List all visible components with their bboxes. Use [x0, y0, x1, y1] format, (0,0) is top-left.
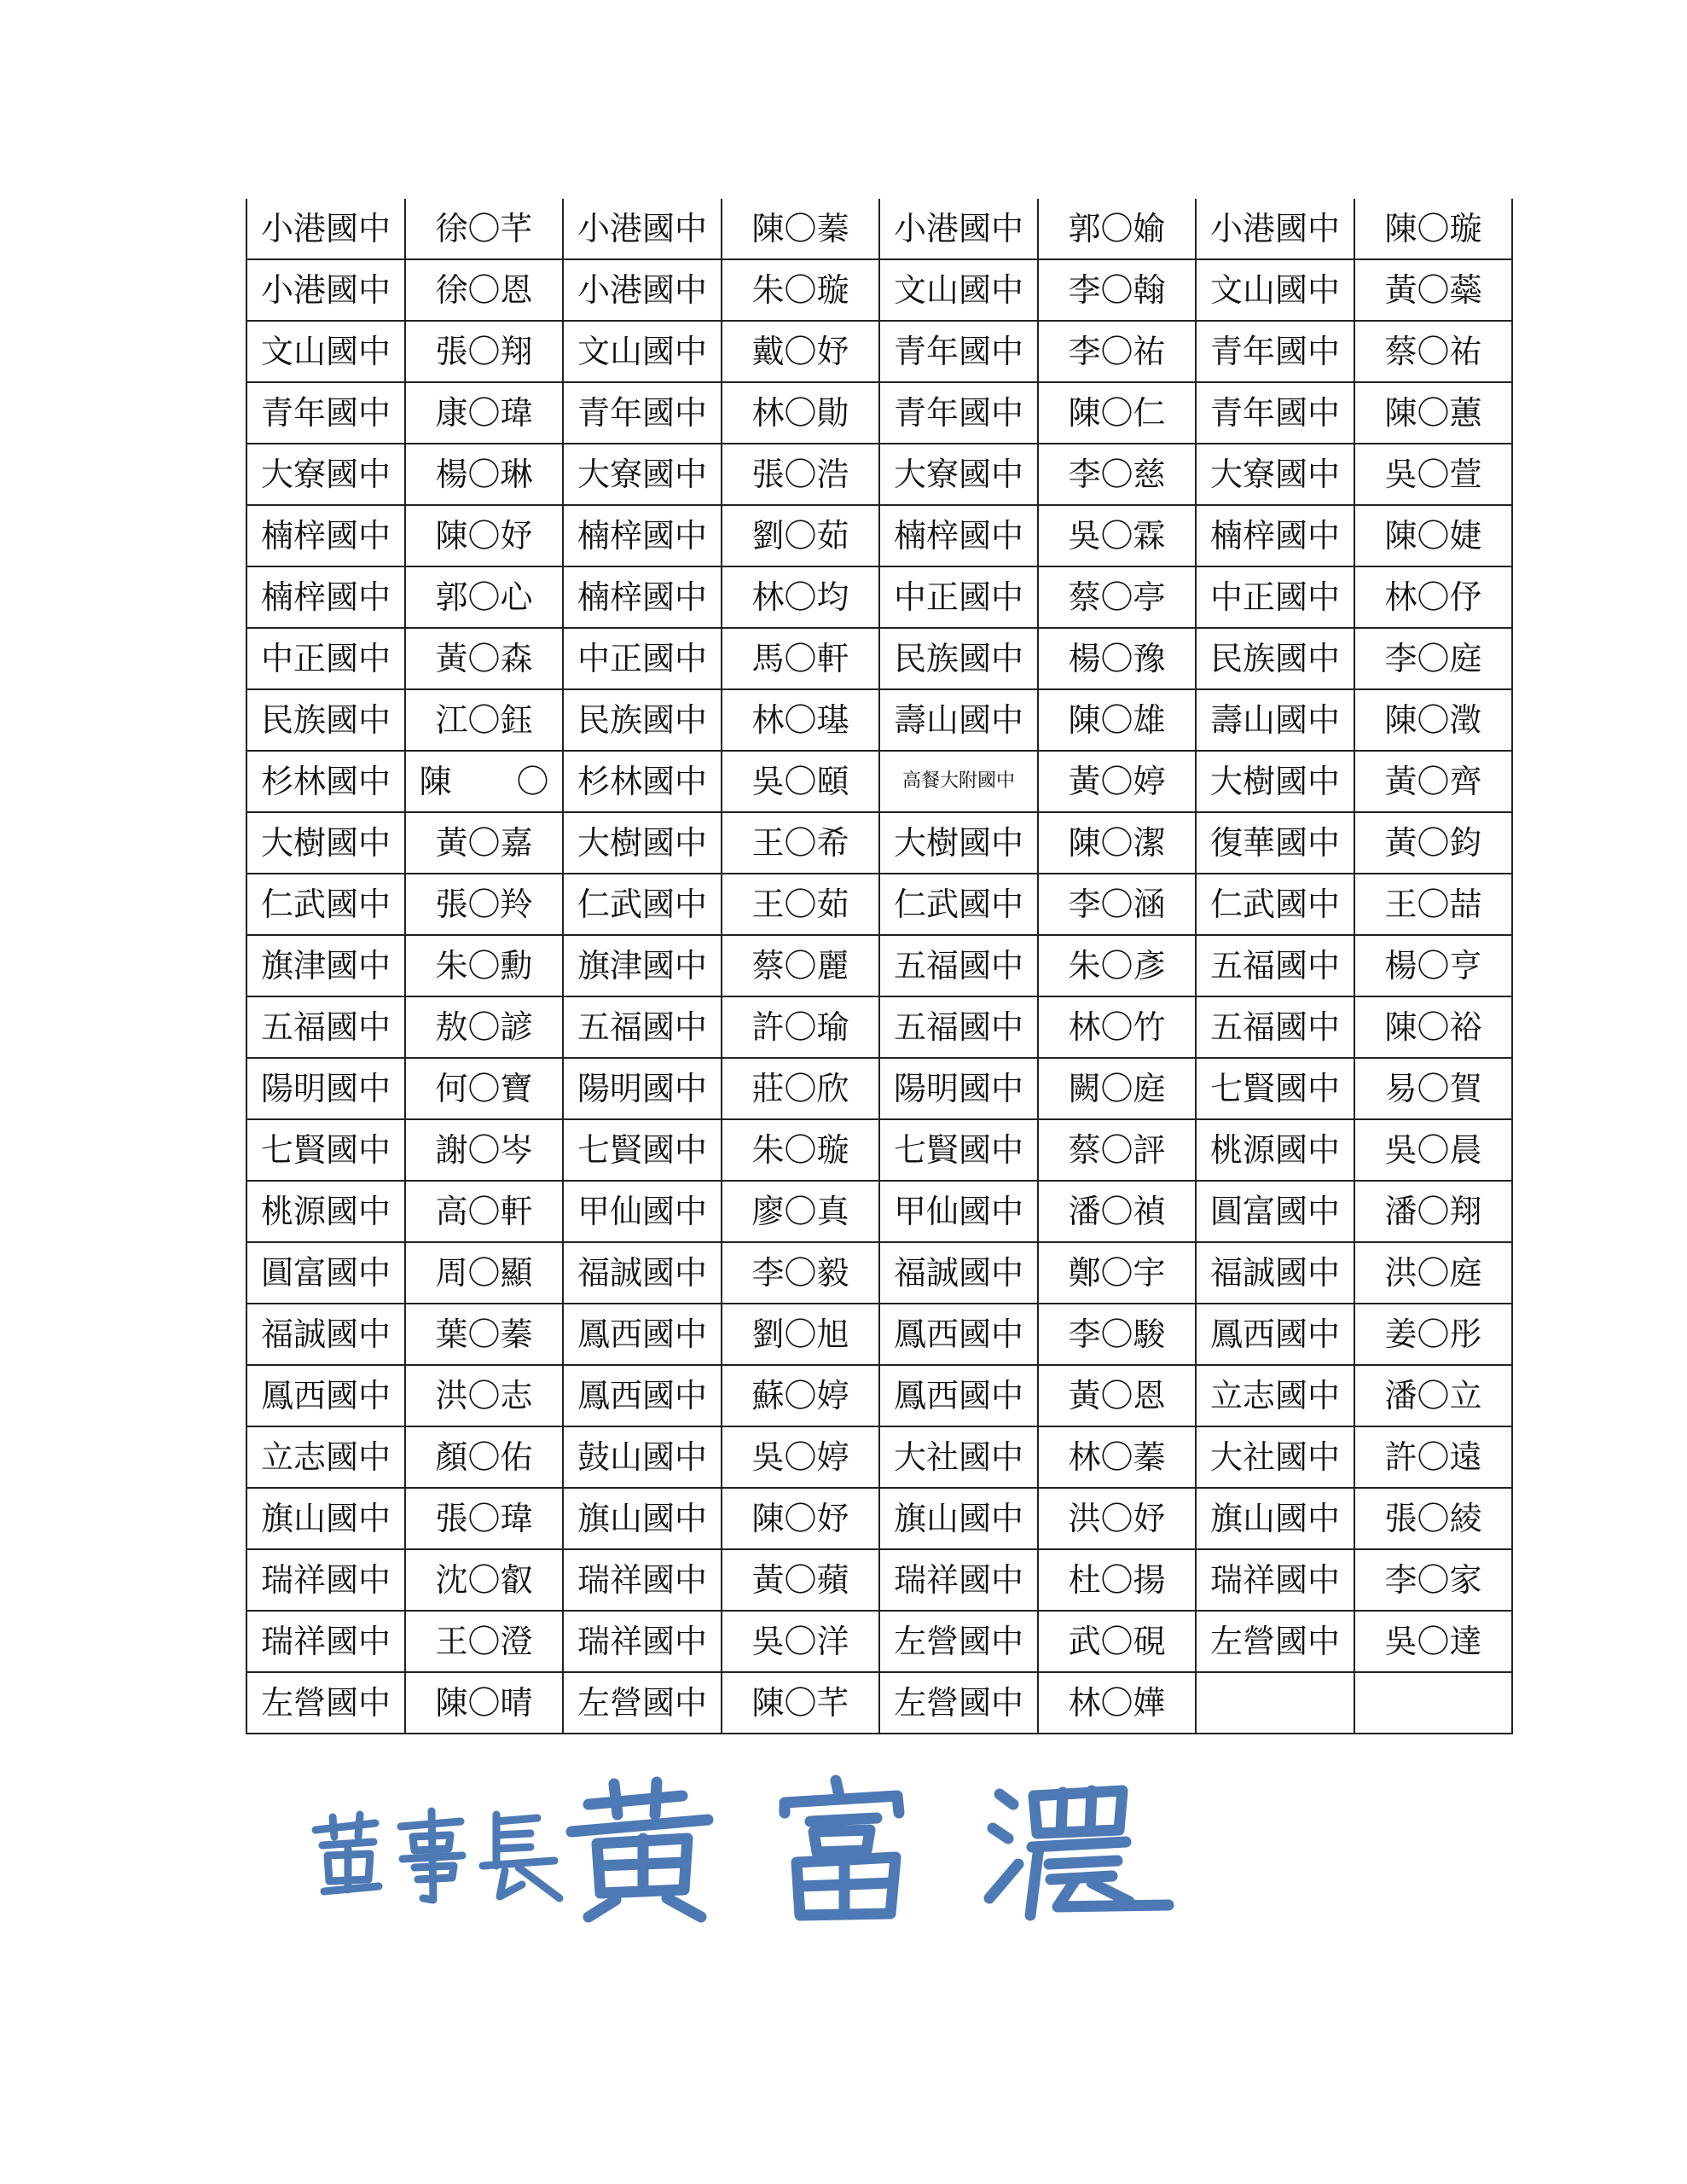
school-cell: 立志國中: [246, 1426, 405, 1488]
school-cell: 民族國中: [246, 689, 405, 751]
student-name-cell: 王〇喆: [1354, 874, 1512, 935]
student-name-cell: 易〇賀: [1354, 1058, 1512, 1119]
student-name-cell: 周〇顯: [405, 1242, 563, 1304]
student-name-cell: 林〇嬅: [1038, 1672, 1196, 1734]
table-row: [246, 812, 1512, 874]
school-cell: 鳳西國中: [1196, 1304, 1354, 1365]
school-cell: 陽明國中: [246, 1058, 405, 1119]
table-row: [246, 751, 1512, 812]
school-cell: 小港國中: [246, 199, 405, 259]
table-row: [246, 1549, 1512, 1611]
school-cell: 左營國中: [563, 1672, 722, 1734]
school-cell: 鳳西國中: [563, 1304, 722, 1365]
student-name-cell: 潘〇禎: [1038, 1181, 1196, 1242]
student-name-cell: 洪〇妤: [1038, 1488, 1196, 1549]
student-name-cell: 陳〇仁: [1038, 382, 1196, 444]
school-cell: 杉林國中: [246, 751, 405, 812]
school-cell: 大寮國中: [563, 444, 722, 505]
student-name-cell: 黃〇森: [405, 628, 563, 689]
school-cell: 楠梓國中: [246, 566, 405, 628]
school-cell: 小港國中: [1196, 199, 1354, 259]
student-name-cell: 吳〇洋: [722, 1611, 879, 1672]
school-cell: 福誠國中: [246, 1304, 405, 1365]
student-name-cell: 林〇均: [722, 566, 879, 628]
student-name-cell: 林〇勛: [722, 382, 879, 444]
student-name-cell: 洪〇庭: [1354, 1242, 1512, 1304]
student-name-cell: 許〇遠: [1354, 1426, 1512, 1488]
student-name-cell: 吳〇晨: [1354, 1119, 1512, 1181]
school-cell: 福誠國中: [1196, 1242, 1354, 1304]
student-name-cell: 徐〇芊: [405, 199, 563, 259]
student-name-cell: 林〇蓁: [1038, 1426, 1196, 1488]
student-name-cell: 郭〇心: [405, 566, 563, 628]
school-cell: 楠梓國中: [246, 505, 405, 566]
school-cell: 中正國中: [563, 628, 722, 689]
school-cell: 青年國中: [1196, 321, 1354, 382]
table-row: [246, 1304, 1512, 1365]
school-cell: 福誠國中: [879, 1242, 1038, 1304]
student-name-cell: 張〇浩: [722, 444, 879, 505]
school-cell: 楠梓國中: [563, 566, 722, 628]
school-cell: 鳳西國中: [879, 1365, 1038, 1426]
table-row: [246, 1119, 1512, 1181]
school-cell: 文山國中: [1196, 259, 1354, 321]
school-cell: 瑞祥國中: [879, 1549, 1038, 1611]
student-name-cell: 蔡〇麗: [722, 935, 879, 996]
school-cell: 圓富國中: [246, 1242, 405, 1304]
school-cell: 文山國中: [879, 259, 1038, 321]
table-row: [246, 1672, 1512, 1734]
student-name-cell: 陳〇雄: [1038, 689, 1196, 751]
student-name-cell: 潘〇立: [1354, 1365, 1512, 1426]
student-name-cell: 蔡〇祐: [1354, 321, 1512, 382]
student-name-cell: 李〇涵: [1038, 874, 1196, 935]
school-cell: 甲仙國中: [563, 1181, 722, 1242]
school-cell: 民族國中: [879, 628, 1038, 689]
school-cell: 青年國中: [563, 382, 722, 444]
school-cell: 高餐大附國中: [879, 751, 1038, 812]
student-name-cell: 張〇翔: [405, 321, 563, 382]
table-row: [246, 874, 1512, 935]
student-name-cell: 朱〇勳: [405, 935, 563, 996]
school-cell: 左營國中: [1196, 1611, 1354, 1672]
student-name-cell: 陳〇妤: [722, 1488, 879, 1549]
school-cell: 大寮國中: [879, 444, 1038, 505]
table-row: [246, 1242, 1512, 1304]
school-cell: 大樹國中: [246, 812, 405, 874]
school-cell: 鳳西國中: [563, 1365, 722, 1426]
student-name-cell: 楊〇亨: [1354, 935, 1512, 996]
school-cell: 圓富國中: [1196, 1181, 1354, 1242]
school-cell: 青年國中: [879, 321, 1038, 382]
student-name-cell: 吳〇頤: [722, 751, 879, 812]
table-row: [246, 1611, 1512, 1672]
school-cell: 陽明國中: [879, 1058, 1038, 1119]
school-cell: 仁武國中: [879, 874, 1038, 935]
school-cell: 小港國中: [563, 199, 722, 259]
student-name-cell: 姜〇彤: [1354, 1304, 1512, 1365]
table-row: [246, 566, 1512, 628]
student-name-cell: 洪〇志: [405, 1365, 563, 1426]
table-row: [246, 1058, 1512, 1119]
student-name-cell: 蘇〇婷: [722, 1365, 879, 1426]
student-name-cell: 康〇瑋: [405, 382, 563, 444]
school-cell: 中正國中: [879, 566, 1038, 628]
student-name-cell: 張〇羚: [405, 874, 563, 935]
school-cell: 小港國中: [563, 259, 722, 321]
student-name-cell: 吳〇婷: [722, 1426, 879, 1488]
table-row: [246, 382, 1512, 444]
school-cell: 左營國中: [246, 1672, 405, 1734]
school-cell: 小港國中: [879, 199, 1038, 259]
school-cell: 中正國中: [1196, 566, 1354, 628]
school-cell: 大社國中: [879, 1426, 1038, 1488]
student-name-cell: 謝〇岑: [405, 1119, 563, 1181]
student-name-cell: 李〇慈: [1038, 444, 1196, 505]
school-cell: 五福國中: [879, 935, 1038, 996]
student-name-cell: 朱〇璇: [722, 259, 879, 321]
student-name-cell: 吳〇萱: [1354, 444, 1512, 505]
chairman-seal: [307, 1770, 1271, 1924]
school-cell: 旗山國中: [246, 1488, 405, 1549]
table-row: [246, 689, 1512, 751]
student-name-cell: 陳〇妤: [405, 505, 563, 566]
school-cell: 瑞祥國中: [246, 1611, 405, 1672]
student-name-cell: 李〇祐: [1038, 321, 1196, 382]
student-name-cell: 何〇寶: [405, 1058, 563, 1119]
school-cell: 壽山國中: [1196, 689, 1354, 751]
student-name-cell: 沈〇叡: [405, 1549, 563, 1611]
school-cell: 大樹國中: [879, 812, 1038, 874]
school-cell: 仁武國中: [246, 874, 405, 935]
student-name-cell: 李〇毅: [722, 1242, 879, 1304]
student-name-cell: 王〇澄: [405, 1611, 563, 1672]
student-name-cell: 楊〇琳: [405, 444, 563, 505]
student-name-cell: 陳〇澂: [1354, 689, 1512, 751]
table-row: [246, 1488, 1512, 1549]
student-name-cell: 李〇家: [1354, 1549, 1512, 1611]
school-cell: 大樹國中: [1196, 751, 1354, 812]
student-name-cell: 武〇硯: [1038, 1611, 1196, 1672]
school-cell: [1196, 1672, 1354, 1734]
student-name-cell: 徐〇恩: [405, 259, 563, 321]
school-cell: 鳳西國中: [879, 1304, 1038, 1365]
table-row: [246, 321, 1512, 382]
school-cell: 七賢國中: [246, 1119, 405, 1181]
student-name-cell: 陳〇婕: [1354, 505, 1512, 566]
school-cell: 大樹國中: [563, 812, 722, 874]
school-cell: 旗山國中: [1196, 1488, 1354, 1549]
student-name-cell: 高〇軒: [405, 1181, 563, 1242]
student-name-cell: 莊〇欣: [722, 1058, 879, 1119]
student-name-cell: 黃〇嘉: [405, 812, 563, 874]
student-name-cell: 蔡〇評: [1038, 1119, 1196, 1181]
school-cell: 楠梓國中: [879, 505, 1038, 566]
school-cell: 小港國中: [246, 259, 405, 321]
student-name-cell: 郭〇媮: [1038, 199, 1196, 259]
school-cell: 旗山國中: [563, 1488, 722, 1549]
student-name-cell: 潘〇翔: [1354, 1181, 1512, 1242]
student-name-cell: 鄭〇宇: [1038, 1242, 1196, 1304]
student-name-cell: 楊〇豫: [1038, 628, 1196, 689]
student-name-cell: 李〇庭: [1354, 628, 1512, 689]
student-name-cell: 陳〇潔: [1038, 812, 1196, 874]
student-name-cell: 陳〇裕: [1354, 996, 1512, 1058]
student-name-cell: 許〇瑜: [722, 996, 879, 1058]
student-name-cell: 張〇綾: [1354, 1488, 1512, 1549]
student-name-cell: 劉〇旭: [722, 1304, 879, 1365]
school-cell: 復華國中: [1196, 812, 1354, 874]
school-cell: 五福國中: [563, 996, 722, 1058]
student-name-cell: 陳〇蓁: [722, 199, 879, 259]
student-name-cell: 林〇竹: [1038, 996, 1196, 1058]
student-name-cell: 吳〇達: [1354, 1611, 1512, 1672]
school-cell: 鼓山國中: [563, 1426, 722, 1488]
school-cell: 瑞祥國中: [563, 1549, 722, 1611]
student-name-cell: 劉〇茹: [722, 505, 879, 566]
school-cell: 桃源國中: [246, 1181, 405, 1242]
student-name-cell: 王〇茹: [722, 874, 879, 935]
school-cell: 左營國中: [879, 1611, 1038, 1672]
student-name-cell: 陳〇蕙: [1354, 382, 1512, 444]
school-cell: 瑞祥國中: [246, 1549, 405, 1611]
school-cell: 杉林國中: [563, 751, 722, 812]
school-cell: 文山國中: [246, 321, 405, 382]
table-row: [246, 996, 1512, 1058]
school-cell: 瑞祥國中: [1196, 1549, 1354, 1611]
table-row: [246, 628, 1512, 689]
student-name-cell: [1354, 1672, 1512, 1734]
school-cell: 鳳西國中: [246, 1365, 405, 1426]
school-cell: 青年國中: [879, 382, 1038, 444]
school-cell: 中正國中: [246, 628, 405, 689]
seal-stamp-image: [307, 1770, 1271, 1924]
school-cell: 旗山國中: [879, 1488, 1038, 1549]
school-cell: 五福國中: [1196, 996, 1354, 1058]
student-name-cell: 李〇駿: [1038, 1304, 1196, 1365]
school-cell: 青年國中: [246, 382, 405, 444]
table-row: [246, 259, 1512, 321]
student-name-cell: 陳〇璇: [1354, 199, 1512, 259]
school-cell: 楠梓國中: [1196, 505, 1354, 566]
student-name-cell: 林〇伃: [1354, 566, 1512, 628]
student-name-cell: 敖〇諺: [405, 996, 563, 1058]
student-name-cell: 葉〇蓁: [405, 1304, 563, 1365]
table-row: [246, 935, 1512, 996]
table-row: [246, 1365, 1512, 1426]
school-cell: 七賢國中: [879, 1119, 1038, 1181]
student-name-cell: 戴〇妤: [722, 321, 879, 382]
roster-table: [246, 199, 1513, 1734]
table-row: [246, 1426, 1512, 1488]
school-cell: 七賢國中: [1196, 1058, 1354, 1119]
student-name-cell: 江〇鈺: [405, 689, 563, 751]
school-cell: 文山國中: [563, 321, 722, 382]
roster-body: [246, 199, 1512, 1734]
student-name-cell: 李〇翰: [1038, 259, 1196, 321]
student-name-cell: 吳〇霖: [1038, 505, 1196, 566]
student-name-cell: 林〇璂: [722, 689, 879, 751]
student-name-cell: 朱〇璇: [722, 1119, 879, 1181]
student-name-cell: 顏〇佑: [405, 1426, 563, 1488]
student-name-cell: 黃〇鈞: [1354, 812, 1512, 874]
school-cell: 楠梓國中: [563, 505, 722, 566]
school-cell: 仁武國中: [1196, 874, 1354, 935]
school-cell: 五福國中: [879, 996, 1038, 1058]
student-name-cell: 黃〇齊: [1354, 751, 1512, 812]
student-name-cell: 陳 〇: [405, 751, 563, 812]
student-name-cell: 王〇希: [722, 812, 879, 874]
student-name-cell: 黃〇恩: [1038, 1365, 1196, 1426]
school-cell: 青年國中: [1196, 382, 1354, 444]
school-cell: 壽山國中: [879, 689, 1038, 751]
student-name-cell: 黃〇婷: [1038, 751, 1196, 812]
student-name-cell: 闕〇庭: [1038, 1058, 1196, 1119]
table-row: [246, 1181, 1512, 1242]
school-cell: 陽明國中: [563, 1058, 722, 1119]
school-cell: 旗津國中: [246, 935, 405, 996]
student-name-cell: 陳〇晴: [405, 1672, 563, 1734]
school-cell: 甲仙國中: [879, 1181, 1038, 1242]
table-row: [246, 444, 1512, 505]
school-cell: 大寮國中: [1196, 444, 1354, 505]
student-name-cell: 馬〇軒: [722, 628, 879, 689]
school-cell: 七賢國中: [563, 1119, 722, 1181]
student-name-cell: 張〇瑋: [405, 1488, 563, 1549]
school-cell: 大寮國中: [246, 444, 405, 505]
student-name-cell: 陳〇芊: [722, 1672, 879, 1734]
school-cell: 民族國中: [563, 689, 722, 751]
school-cell: 福誠國中: [563, 1242, 722, 1304]
school-cell: 立志國中: [1196, 1365, 1354, 1426]
school-cell: 瑞祥國中: [563, 1611, 722, 1672]
student-name-cell: 黃〇蘋: [722, 1549, 879, 1611]
school-cell: 仁武國中: [563, 874, 722, 935]
student-name-cell: 黃〇蘂: [1354, 259, 1512, 321]
student-name-cell: 杜〇揚: [1038, 1549, 1196, 1611]
school-cell: 大社國中: [1196, 1426, 1354, 1488]
student-name-cell: 蔡〇亭: [1038, 566, 1196, 628]
school-cell: 五福國中: [1196, 935, 1354, 996]
table-row: [246, 505, 1512, 566]
school-cell: 五福國中: [246, 996, 405, 1058]
student-name-cell: 朱〇彥: [1038, 935, 1196, 996]
school-cell: 桃源國中: [1196, 1119, 1354, 1181]
school-cell: 旗津國中: [563, 935, 722, 996]
school-cell: 左營國中: [879, 1672, 1038, 1734]
table-row: [246, 199, 1512, 259]
student-name-cell: 廖〇真: [722, 1181, 879, 1242]
school-cell: 民族國中: [1196, 628, 1354, 689]
